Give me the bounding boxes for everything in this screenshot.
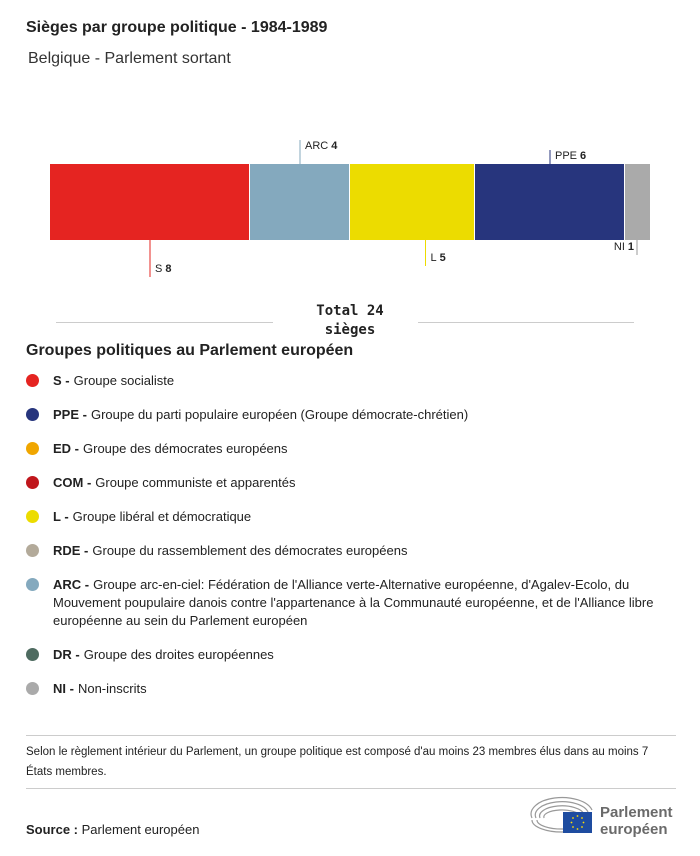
divider bbox=[26, 735, 676, 736]
legend-dot-icon bbox=[26, 510, 39, 523]
legend-abbr: ARC - bbox=[53, 577, 90, 592]
stacked-bar-chart bbox=[0, 130, 700, 290]
divider bbox=[26, 788, 676, 789]
legend-item bbox=[26, 474, 681, 492]
legend-text bbox=[53, 576, 681, 630]
legend-text bbox=[53, 542, 407, 560]
legend-item bbox=[26, 440, 681, 458]
data-label-arc: ARC 4 bbox=[305, 140, 338, 152]
legend-dot-icon bbox=[26, 648, 39, 661]
legend-desc: Groupe du parti populaire européen (Groupe démocrate-chrétien) bbox=[90, 407, 469, 422]
legend-text bbox=[53, 474, 295, 492]
legend-abbr: PPE - bbox=[53, 407, 87, 422]
legend-text bbox=[53, 372, 174, 390]
legend-abbr: ED - bbox=[53, 441, 79, 456]
bar-segment-s bbox=[50, 164, 249, 240]
chart-title: Sièges par groupe politique - 1984-1989 bbox=[26, 19, 328, 36]
bar-segment-ni bbox=[625, 164, 650, 240]
legend-item bbox=[26, 406, 681, 424]
legend-dot-icon bbox=[26, 544, 39, 557]
logo-line: européen bbox=[600, 821, 668, 838]
source-text: Parlement européen bbox=[81, 822, 200, 837]
legend-desc: Groupe du rassemblement des démocrates européens bbox=[92, 543, 408, 558]
legend-dot-icon bbox=[26, 374, 39, 387]
legend-abbr: COM - bbox=[53, 475, 92, 490]
divider bbox=[56, 322, 273, 323]
legend-item bbox=[26, 508, 681, 526]
legend-abbr: DR - bbox=[53, 647, 80, 662]
legend-dot-icon bbox=[26, 408, 39, 421]
legend-desc: Non-inscrits bbox=[77, 681, 147, 696]
legend-desc: Groupe libéral et démocratique bbox=[72, 509, 252, 524]
logo-line: Parlement bbox=[600, 804, 673, 821]
divider bbox=[418, 322, 634, 323]
footnote: Selon le règlement intérieur du Parlement, un groupe politique est composé d'au moins 23 membres élus dans au moins 7 États membres. bbox=[26, 746, 649, 778]
legend-dot-icon bbox=[26, 442, 39, 455]
data-label-s: S 8 bbox=[155, 263, 172, 275]
source bbox=[26, 822, 199, 837]
legend-abbr: L - bbox=[53, 509, 69, 524]
bar-segment-ppe bbox=[475, 164, 624, 240]
legend-abbr: NI - bbox=[53, 681, 74, 696]
bar-segment-arc bbox=[250, 164, 349, 240]
legend-desc: Groupe communiste et apparentés bbox=[95, 475, 296, 490]
data-label-ni: NI 1 bbox=[613, 241, 634, 253]
legend-desc: Groupe socialiste bbox=[73, 373, 175, 388]
legend-dot-icon bbox=[26, 682, 39, 695]
legend-title: Groupes politiques au Parlement européen bbox=[26, 342, 354, 359]
legend-text bbox=[53, 646, 274, 664]
parliament-logo-text bbox=[600, 804, 673, 838]
legend-desc: Groupe arc-en-ciel: Fédération de l'Alliance verte-Alternative européenne, d'Agalev-Ecolo, du Mouvement poupulaire danois contre l'appartenance à la Communauté européenne, et de l'Alliance libre européenne au sein du Parlement européen bbox=[53, 577, 654, 628]
legend-dot-icon bbox=[26, 578, 39, 591]
legend-desc: Groupe des droites européennes bbox=[83, 647, 274, 662]
bar-segment-l bbox=[350, 164, 474, 240]
total-unit: sièges bbox=[324, 322, 376, 338]
total-seats bbox=[290, 302, 410, 340]
total-line: Total 24 bbox=[316, 303, 384, 319]
legend-item bbox=[26, 576, 681, 630]
legend-item bbox=[26, 680, 681, 698]
legend-abbr: S - bbox=[53, 373, 70, 388]
source-label: Source : bbox=[26, 822, 79, 837]
legend-item bbox=[26, 646, 681, 664]
legend-text bbox=[53, 440, 288, 458]
legend-item bbox=[26, 372, 681, 390]
legend-item bbox=[26, 542, 681, 560]
legend-text bbox=[53, 406, 468, 424]
data-label-ppe: PPE 6 bbox=[555, 150, 587, 162]
legend-abbr: RDE - bbox=[53, 543, 89, 558]
legend-text bbox=[53, 680, 147, 698]
legend-desc: Groupe des démocrates européens bbox=[83, 441, 288, 456]
legend-dot-icon bbox=[26, 476, 39, 489]
legend-text bbox=[53, 508, 251, 526]
chart-subtitle: Belgique - Parlement sortant bbox=[28, 50, 231, 67]
data-label-l: L 5 bbox=[430, 252, 446, 264]
legend bbox=[26, 372, 681, 714]
